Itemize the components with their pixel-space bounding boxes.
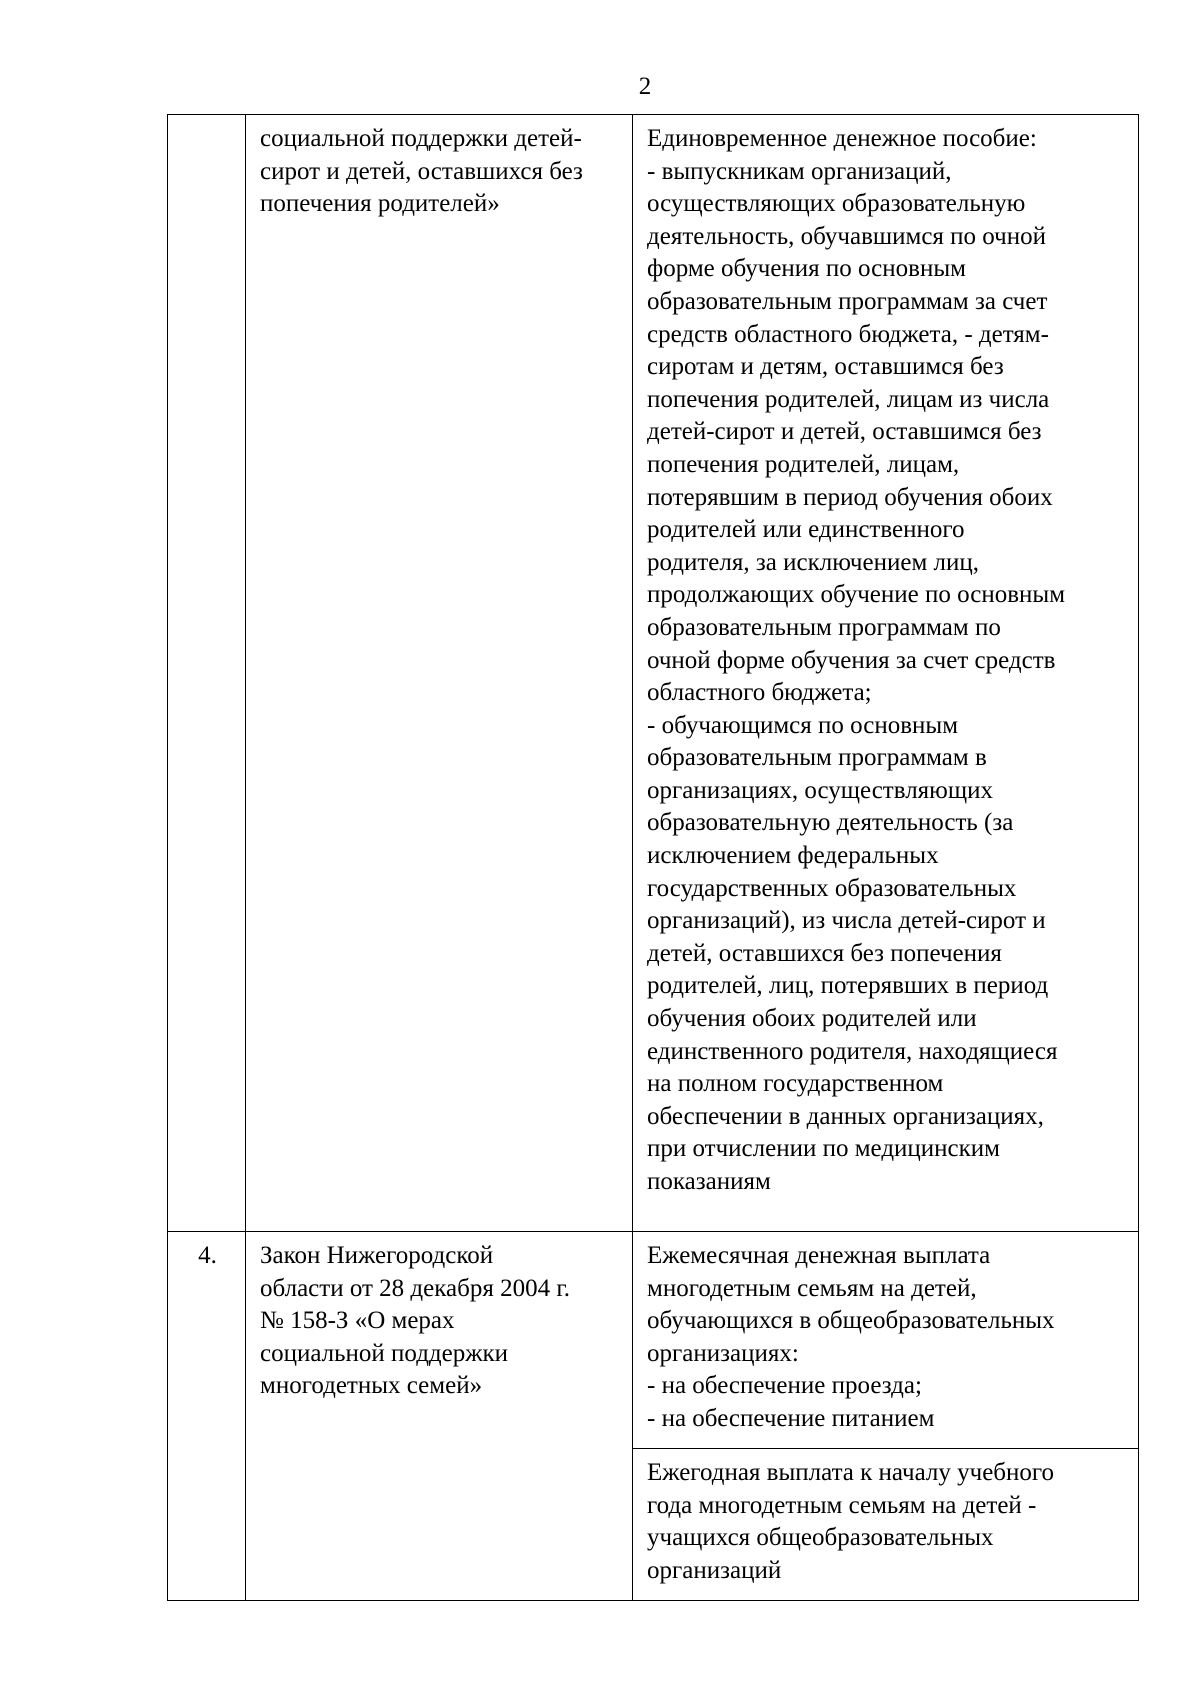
row-number-cell	[168, 115, 246, 1232]
measure-text-line: показаниям	[647, 1168, 771, 1195]
law-text-line: сирот и детей, оставшихся без	[260, 157, 583, 185]
law-text-line: № 158-З «О мерах	[260, 1307, 455, 1335]
measure-text-line: Ежегодная выплата к началу учебного	[647, 1459, 1055, 1486]
measure-text-line: организаций	[647, 1556, 782, 1584]
measure-text-line: потерявшим в период обучения обоих	[647, 483, 1053, 511]
measure-text-line: организаций), из числа детей-сирот и	[647, 907, 1046, 935]
measure-text-line: деятельность, обучавшимся по очной	[647, 222, 1046, 250]
measure-text-line: сиротам и детям, оставшимся без	[647, 353, 1004, 381]
measure-text-line: осуществляющих образовательную	[647, 190, 1026, 218]
measure-text-line: - обучающимся по основным	[647, 711, 959, 739]
measure-text-line: родителя, за исключением лиц,	[647, 548, 979, 576]
law-cell	[246, 115, 633, 1232]
measures-table	[167, 114, 1139, 1601]
law-text-line: многодетных семей»	[260, 1372, 483, 1400]
table-row	[168, 1232, 1139, 1449]
measure-text-line: - выпускникам организаций,	[647, 157, 952, 185]
measure-text-line: родителей или единственного	[647, 516, 965, 544]
measure-text-line: обучающихся в общеобразовательных	[647, 1307, 1055, 1335]
measure-text-line: детей, оставшихся без попечения	[647, 939, 1002, 967]
law-text-line: социальной поддержки	[260, 1339, 509, 1367]
measure-text-line: попечения родителей, лицам,	[647, 450, 960, 478]
measure-text-line: единственного родителя, находящиеся	[647, 1037, 1058, 1065]
measure-text-line: государственных образовательных	[647, 874, 1017, 902]
measure-text-line: детей-сирот и детей, оставшимся без	[647, 418, 1042, 446]
measure-text-line: продолжающих обучение по основным	[647, 581, 1066, 609]
measure-cell	[633, 1232, 1139, 1449]
measure-text-line: года многодетным семьям на детей -	[647, 1491, 1037, 1519]
measure-text-line: учащихся общеобразовательных	[647, 1524, 994, 1552]
measure-cell	[633, 115, 1139, 1232]
measure-text-line: попечения родителей, лицам из числа	[647, 385, 1050, 413]
measure-text-line: исключением федеральных	[647, 842, 939, 870]
measure-text-line: многодетным семьям на детей,	[647, 1274, 977, 1302]
measure-text-line: - на обеспечение проезда;	[647, 1372, 922, 1400]
measure-text-line: организациях, осуществляющих	[647, 776, 993, 804]
law-cell	[246, 1232, 633, 1601]
measure-text-line: форме обучения по основным	[647, 255, 966, 283]
law-text-line: социальной поддержки детей-	[260, 125, 582, 152]
measure-text-line: Единовременное денежное пособие:	[647, 125, 1037, 152]
table-row	[168, 115, 1139, 1232]
measure-text-line: областного бюджета;	[647, 679, 872, 707]
measure-text-line: организациях:	[647, 1339, 799, 1367]
measure-text-line: на полном государственном	[647, 1070, 944, 1098]
page-number: 2	[638, 73, 652, 100]
law-text-line: области от 28 декабря 2004 г.	[260, 1274, 570, 1302]
measure-text-line: обеспечении в данных организациях,	[647, 1102, 1044, 1130]
measure-text-line: обучения обоих родителей или	[647, 1005, 977, 1033]
measure-text-line: при отчислении по медицинским	[647, 1135, 1001, 1163]
row-number-cell: 4.	[168, 1232, 246, 1601]
measure-text-line: образовательным программам в	[647, 744, 987, 772]
law-text-line: попечения родителей»	[260, 190, 500, 218]
measure-text-line: образовательным программам за счет	[647, 287, 1048, 315]
measure-cell	[633, 1449, 1139, 1601]
measure-text-line: очной форме обучения за счет средств	[647, 646, 1056, 674]
measure-text-line: - на обеспечение питанием	[647, 1404, 935, 1432]
measure-text-line: образовательную деятельность (за	[647, 809, 1014, 837]
measure-text-line: средств областного бюджета, - детям-	[647, 320, 1049, 348]
measure-text-line: Ежемесячная денежная выплата	[647, 1242, 991, 1269]
law-text-line: Закон Нижегородской	[260, 1242, 494, 1269]
measure-text-line: образовательным программам по	[647, 613, 1001, 641]
measure-text-line: родителей, лиц, потерявших в период	[647, 972, 1049, 1000]
